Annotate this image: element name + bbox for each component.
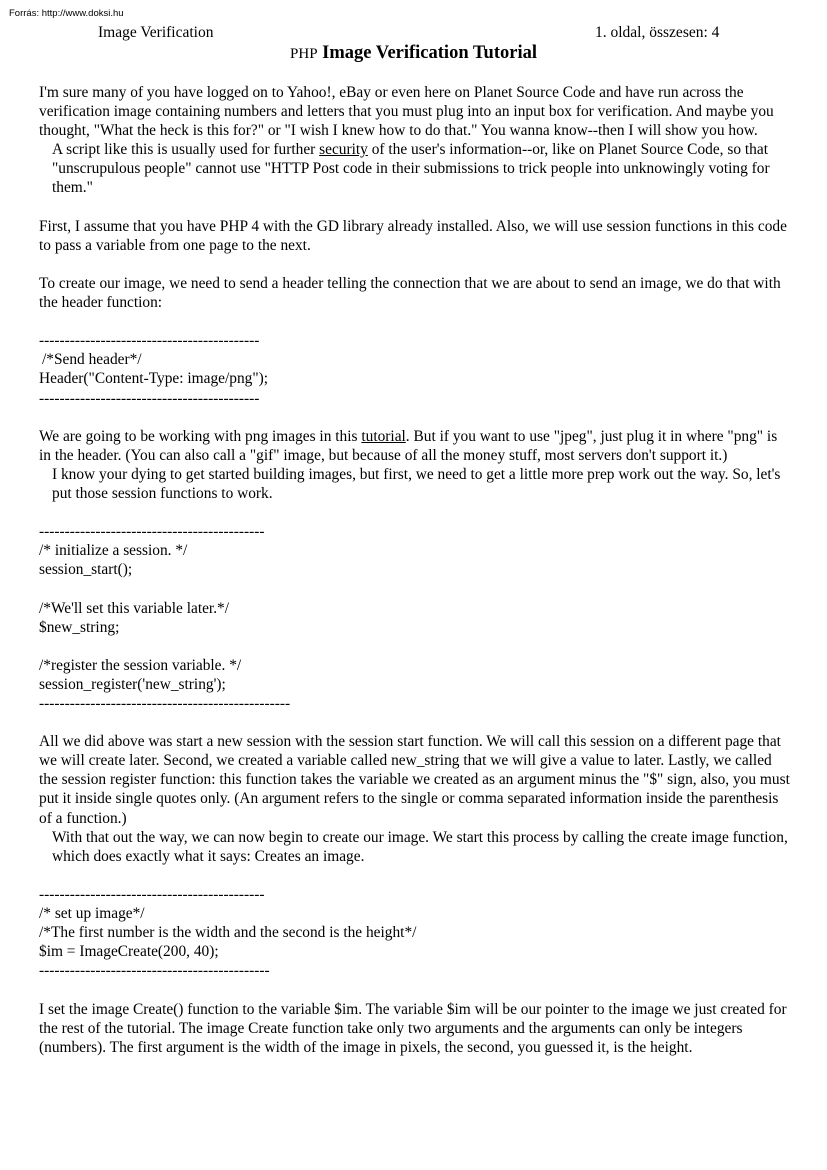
- code-line: Header("Content-Type: image/png");: [39, 370, 269, 388]
- code-line: $im = ImageCreate(200, 40);: [39, 943, 219, 961]
- code-block-image: [39, 885, 791, 980]
- text: A script like this is usually used for further: [52, 141, 320, 159]
- code-line: session_start();: [39, 561, 133, 579]
- page-number: 1. oldal, összesen: 4: [595, 24, 720, 41]
- code-separator: --------------------------------------------: [39, 885, 265, 903]
- code-separator: -------------------------------------------------: [39, 695, 291, 712]
- page-title: [0, 43, 827, 64]
- code-block-session: [39, 522, 791, 713]
- code-separator: -------------------------------------------: [39, 389, 260, 407]
- code-line: /*Send header*/: [42, 351, 142, 369]
- code-separator: -------------------------------------------: [39, 332, 260, 350]
- text: We are going to be working with png images in this: [39, 427, 362, 445]
- article-body: [39, 83, 791, 1057]
- paragraph-security: [39, 140, 791, 197]
- title-main: Image Verification Tutorial: [322, 43, 537, 63]
- header-left-title: Image Verification: [98, 24, 214, 41]
- paragraph-png: [39, 427, 791, 465]
- title-prefix: PHP: [290, 46, 318, 62]
- code-line: /*register the session variable. */: [39, 656, 242, 674]
- paragraph-prep: I know your dying to get started building images, but first, we need to get a little more prep work out the way. So, let's put those session functions to work.: [52, 465, 781, 502]
- security-link[interactable]: security: [319, 141, 368, 159]
- code-line: /*We'll set this variable later.*/: [39, 599, 230, 617]
- paragraph-intro: I'm sure many of you have logged on to Yahoo!, eBay or even here on Planet Source Code and have run across the verification image containing numbers and letters that you must plug into an input box for verification. And maybe you thought, "What the heck is this for?" or "I wish I knew how to do that." You wanna know--then I will show you how.: [39, 84, 774, 140]
- code-line: /*The first number is the width and the second is the height*/: [39, 924, 417, 942]
- code-block-header: [39, 331, 791, 407]
- code-separator: --------------------------------------------: [39, 523, 265, 541]
- tutorial-link[interactable]: tutorial: [361, 427, 406, 445]
- code-line: session_register('new_string');: [39, 675, 226, 693]
- paragraph-header-intro: To create our image, we need to send a header telling the connection that we are about to send an image, we do that with the header function:: [39, 274, 781, 312]
- code-line: /* set up image*/: [39, 905, 145, 923]
- code-line: $new_string;: [39, 618, 120, 636]
- code-separator: ---------------------------------------------: [39, 962, 270, 980]
- paragraph-requirements: First, I assume that you have PHP 4 with the GD library already installed. Also, we will use session functions in this code to pass a variable from one page to the next.: [39, 217, 787, 254]
- paragraph-image-explained: I set the image Create() function to the variable $im. The variable $im will be our pointer to the image we just created for the rest of the tutorial. The image Create function take only two arguments and the arguments can only be integers (numbers). The first argument is the width of the image in pixels, the second, you guessed it, is the height.: [39, 1000, 787, 1056]
- text: . But if you want to use "jpeg", just plug it in where "png" is in the header. (You can also call a "gif" image, but because of all the money stuff, most servers don't support it.): [39, 427, 778, 464]
- code-line: /* initialize a session. */: [39, 542, 188, 560]
- source-line: Forrás: http://www.doksi.hu: [9, 8, 124, 19]
- paragraph-create-image: With that out the way, we can now begin to create our image. We start this process by calling the create image function, which does exactly what it says: Creates an image.: [52, 828, 788, 865]
- text: of the user's information--or, like on Planet Source Code, so that "unscrupulous people" cannot use "HTTP Post code in their submissions to trick people into unknowingly voting for them.": [52, 141, 770, 197]
- paragraph-session-explained: All we did above was start a new session with the session start function. We will call this session on a different page that we will create later. Second, we created a variable called new_string that we will give a value to later. Lastly, we called the session register function: this function takes the variable we created as an argument minus the "$" sign, also, you must put it inside single quotes only. (An argument refers to the single or comma separated information inside the parenthesis of a function.): [39, 733, 790, 827]
